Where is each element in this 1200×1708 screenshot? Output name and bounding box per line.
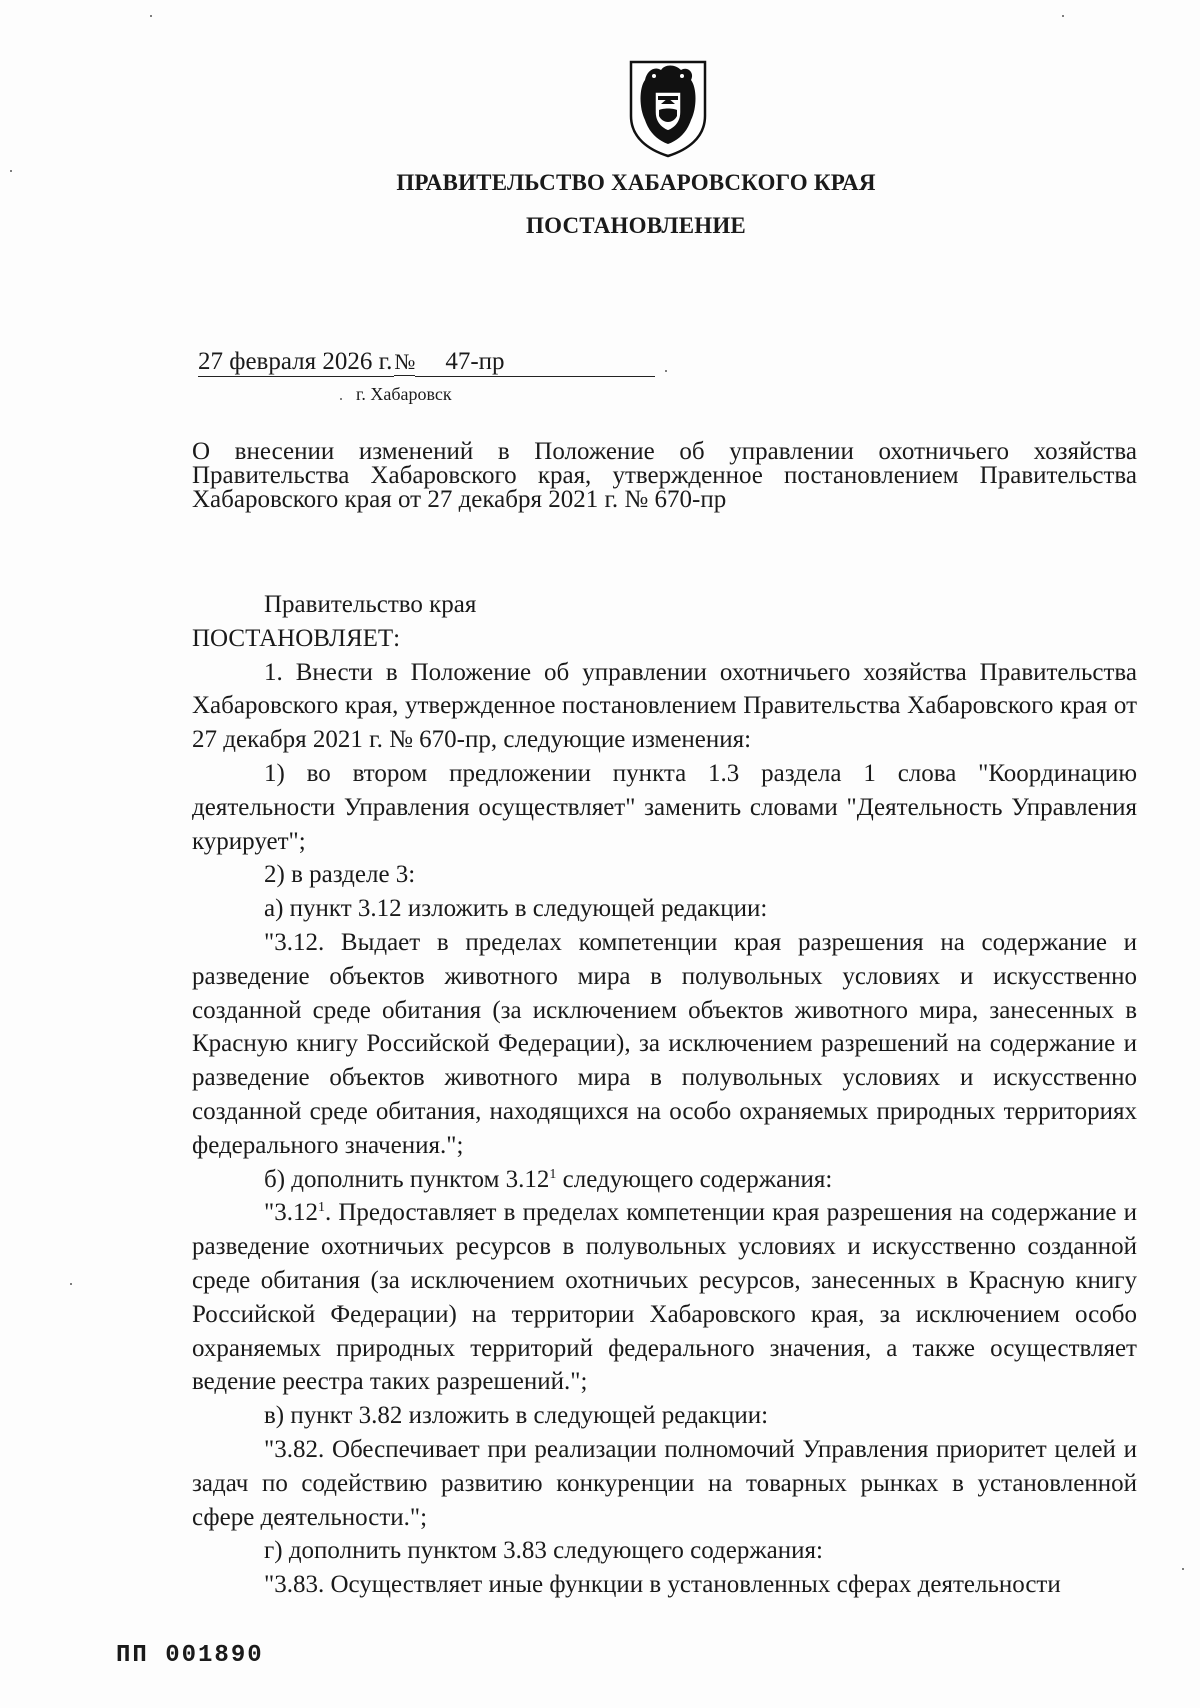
form-code: ПП 001890 <box>116 1642 264 1669</box>
superscript: 1 <box>549 1166 557 1182</box>
registration-line <box>198 348 655 377</box>
resolves-line: ПОСТАНОВЛЯЕТ: <box>192 624 401 652</box>
intro-line: Правительство края <box>264 591 477 618</box>
scan-speck <box>1062 15 1064 17</box>
government-title: ПРАВИТЕЛЬСТВО ХАБАРОВСКОГО КРАЯ <box>396 170 876 195</box>
paragraph-7-text: "3.12 <box>264 1199 318 1227</box>
superscript: 1 <box>317 1200 325 1216</box>
paragraph-6-text: б) дополнить пунктом 3.12 <box>264 1165 550 1193</box>
paragraph-10: г) дополнить пунктом 3.83 следующего содержания: <box>264 1537 823 1565</box>
number-sign: № <box>394 349 416 374</box>
paragraph-3: 2) в разделе 3: <box>264 861 416 889</box>
paragraph-9: "3.82. Обеспечивает при реализации полномочий Управления приоритет целей и задач по содействию развитию конкуренции на товарных рынках в установленной сфере деятельности."; <box>192 1435 1137 1531</box>
paragraph-6 <box>192 1163 1137 1197</box>
coat-of-arms-icon <box>625 58 711 158</box>
document-number: 47-пр <box>415 348 655 377</box>
scan-speck <box>10 170 12 172</box>
scan-speck <box>150 15 152 17</box>
document-date: 27 февраля 2026 г. <box>198 348 393 375</box>
paragraph-2: 1) во втором предложении пункта 1.3 раздела 1 слова "Координацию деятельности Управления осуществляет" заменить словами "Деятельность Управления курирует"; <box>192 759 1137 855</box>
paragraph-7-text-end: . Предоставляет в пределах компетенции края разрешения на содержание и разведение охотничьих ресурсов в полувольных условиях и искусственно созданной среде обитания (за исключением охотничьих ресурсов, занесенных в Красную книгу Российской Федерации) на территории Хабаровского края, за исключением особо охраняемых природных территорий федерального значения, а также осуществляет ведение реестра таких разрешений."; <box>192 1199 1137 1396</box>
paragraph-8: в) пункт 3.82 изложить в следующей редакции: <box>264 1402 769 1430</box>
paragraph-7 <box>192 1196 1137 1399</box>
scan-speck <box>665 370 667 372</box>
paragraph-1: 1. Внести в Положение об управлении охотничьего хозяйства Правительства Хабаровского края, утвержденное постановлением Правительства Хабаровского края от 27 декабря 2021 г. № 670-пр, следующие изменения: <box>192 658 1137 754</box>
document-type: ПОСТАНОВЛЕНИЕ <box>526 213 746 238</box>
scan-speck <box>1182 1568 1184 1570</box>
document-title: О внесении изменений в Положение об управлении охотничьего хозяйства Правительства Хабаровского края, утвержденное постановлением Правительства Хабаровского края от 27 декабря 2021 г. № 670-пр <box>192 438 1137 513</box>
document-body <box>192 588 1137 1602</box>
paragraph-11: "3.83. Осуществляет иные функции в установленных сферах деятельности <box>264 1571 1061 1599</box>
document-city: г. Хабаровск <box>356 384 452 404</box>
scan-speck <box>340 398 342 400</box>
scan-speck <box>70 1283 72 1285</box>
paragraph-6-text-end: следующего содержания: <box>556 1165 833 1193</box>
paragraph-5: "3.12. Выдает в пределах компетенции края разрешения на содержание и разведение объектов животного мира в полувольных условиях и искусственно созданной среде обитания (за исключением объектов животного мира, занесенных в Красную книгу Российской Федерации), за исключением разрешений на содержание и разведение объектов животного мира в полувольных условиях и искусственно созданной среде обитания, находящихся на особо охраняемых природных территориях федерального значения."; <box>192 928 1137 1159</box>
paragraph-4: а) пункт 3.12 изложить в следующей редакции: <box>264 895 768 923</box>
